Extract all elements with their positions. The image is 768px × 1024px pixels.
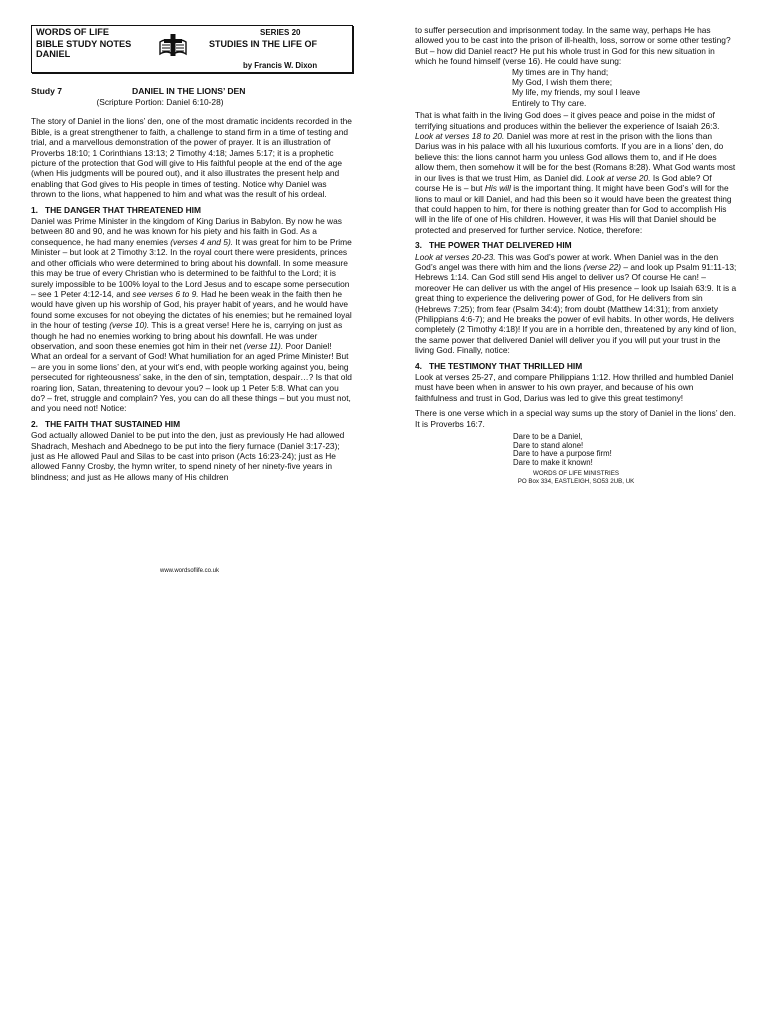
study-heading	[31, 86, 353, 97]
section-4-heading: 4. THE TESTIMONY THAT THRILLED HIM	[415, 360, 583, 371]
section-2-heading: 2. THE FAITH THAT SUSTAINED HIM	[31, 418, 181, 429]
hymn-verse	[512, 67, 737, 109]
scripture-portion: (Scripture Portion: Daniel 6:10-28)	[96, 97, 224, 107]
author-line: by Francis W. Dixon	[243, 61, 318, 70]
intro-paragraph: The story of Daniel in the lions’ den, one of the most dramatic incidents recorded in the Bible, is a great strengthener to faith, a challenge to stand firm in a time of testing and trial, and a marvellous demonstration of the power of prayer. It is an illustration of Proverbs 18:10; 1 Corinthians 13:13; 2 Timothy 4:18; James 5:17; it is a prophetic picture of the protection that God will give to His faithful people at the end of the age (when His judgments will be poured out), and it also illustrates the present help and enabling that God gives to His people in times of testing. Notice why Daniel was thrown to the lions, what happened to him and what was the result of his ordeal.	[31, 116, 352, 200]
closing-hymn	[513, 433, 737, 467]
ministry-name: WORDS OF LIFE MINISTRIES	[533, 470, 619, 478]
section-2-body-part-1: God actually allowed Daniel to be put into the den, just as previously He had allowed Shadrach, Meshach and Abednego to be put into the fiery furnace (Daniel 3:17-23); just as He allowed Paul and Silas to be cast into prison (Acts 16:23-24); just as He allowed Fanny Crosby, the hymn writer, to spend ninety of her ninety-five years in blindness; and just as He allows many of His children	[31, 430, 345, 482]
series-number: SERIES 20	[260, 28, 301, 37]
section-3-body: Look at verses 20-23. This was God’s power at work. When Daniel was in the den God’s angel was there with him and the lions (verse 22) – and look up Psalm 91:11-13; Hebrews 1:14. Can God still send His angel to deliver us? Of course He can! – moreover He can deliver us with the angel of His presence – look up Isaiah 63:9. It is a great thing to experience the delivering power of God, for He delivers from sin (Hebrews 7:25); from fear (Psalm 34:4); from doubt (Matthew 14:31); from anxiety (Philippians 4:6-7); and He breaks the power of evil habits. In other words, He delivers completely (2 Timothy 4:18)! If you are in a horrible den, threatened by any kind of lion, the same power that delivered Daniel will deliver you if you will put your trust in the living God. Finally, notice:	[415, 251, 737, 356]
ministry-address: PO Box 334, EASTLEIGH, SO53 2UB, UK	[517, 478, 635, 485]
footer-url: www.wordsoflife.co.uk	[160, 568, 220, 574]
section-1-body: Daniel was Prime Minister in the kingdom of King Darius in Babylon. By now he was between 80 and 90, and he was known for his piety and his faith in God. As a consequence, he had many enemies (verses 4 and 5). It was great for him to be Prime Minister – but look at 2 Timothy 3:12. In the royal court there were presidents, princes and other officials who were determined to bring about his downfall. In some measure this may be true of every Christian who is determined to be faithful to the Lord; it is surely impossible to be 100% loyal to the Lord Jesus and to escape some persecution – see 1 Peter 4:12-14, and see verses 6 to 9. Had he been weak in the faith then he would have given up his worship of God, his prayer habit of years, and he would have found some excuses for not obeying the dictates of his enemies; but he remained loyal in the hour of testing (verse 10). This is a great verse! Here he is, carrying on just as though he had no enemies working to bring about his downfall. He was under observation, and soon these enemies got him in their net (verse 11). Poor Daniel! What an ordeal for a servant of God! What humiliation for an aged Prime Minister! But – are you in some lions’ den, at your wit’s end, with people working against you, being persecuted for righteousness’ sake, in the den of sin, temptation, despair…? Is that old roaring lion, Satan, threatening to devour you? – look up 1 Peter 5:8. What can you do? – fret, struggle and complain? Yes, you can do all these things – but you must not, and you need not! Notice:	[31, 216, 352, 414]
series-title: STUDIES IN THE LIFE OF	[209, 39, 318, 49]
section-2-body-part-2: to suffer persecution and imprisonment today. In the same way, perhaps He has allowed you to be cast into the prison of ill-health, loss, sorrow or some other testing? But – how did Daniel react? He put his whole trust in God for this new situation in which he found himself (verse 16). He could have sung:	[415, 25, 731, 67]
section-3-heading: 3. THE POWER THAT DELIVERED HIM	[415, 240, 572, 251]
ministry-address-block	[415, 470, 737, 485]
closing-paragraph: There is one verse which in a special way sums up the story of Daniel in the lions’ den. It is Proverbs 16:7.	[415, 408, 736, 429]
series-subject: DANIEL	[36, 49, 71, 59]
hymn-line: Dare to be a Daniel,	[513, 432, 583, 442]
hymn-line: Dare to stand alone!	[513, 440, 584, 450]
section-1-heading: 1. THE DANGER THAT THREATENED HIM	[31, 204, 201, 215]
hymn-line: My times are in Thy hand;	[512, 66, 609, 77]
study-title: DANIEL IN THE LIONS’ DEN	[132, 86, 246, 96]
section-4-body: Look at verses 25-27, and compare Philippians 1:12. How thrilled and humbled Daniel must have been when in answer to his own prayer, and because of his own faithfulness and trust in God, Darius was led to give this great testimony!	[415, 372, 734, 403]
hymn-line: Dare to make it known!	[513, 457, 593, 467]
cross-open-bible-icon	[158, 33, 188, 57]
notes-label: BIBLE STUDY NOTES	[36, 39, 132, 49]
org-name: WORDS OF LIFE	[36, 27, 109, 37]
left-column	[31, 25, 353, 486]
study-number: Study 7	[31, 86, 63, 96]
hymn-line: Entirely to Thy care.	[512, 97, 587, 108]
hymn-line: Dare to have a purpose firm!	[513, 449, 612, 459]
hymn-line: My life, my friends, my soul I leave	[512, 87, 640, 98]
right-column	[415, 25, 737, 486]
section-2-body-part-3: That is what faith in the living God does – it gives peace and poise in the midst of terrifying situations and produces within the believer the experience of Isaiah 26:3. Look at verses 18 to 20. Daniel was more at rest in the prison with the lions than Darius was in his palace with all his luxurious comforts. If you are in a lions’ den, do believe this: the lions cannot harm you unless God allows them to, and if He does allow them, then somehow it will be for the best (Romans 8:28). What God wants most in our lives is that we trust Him, as Daniel did. Look at verse 20. Is God able? Of course He is – but His will is the important thing. It might have been God’s will for the lions to maul or kill Daniel, and had this been so it would have been the greatest thing that could happen to him, for there is nothing greater than for God to accomplish His will in the life of one of His children. However, it was His will that Daniel should be protected and preserved for further service. Notice, therefore:	[415, 110, 736, 235]
series-header-box	[31, 25, 353, 73]
hymn-line: My God, I wish them there;	[512, 77, 613, 88]
